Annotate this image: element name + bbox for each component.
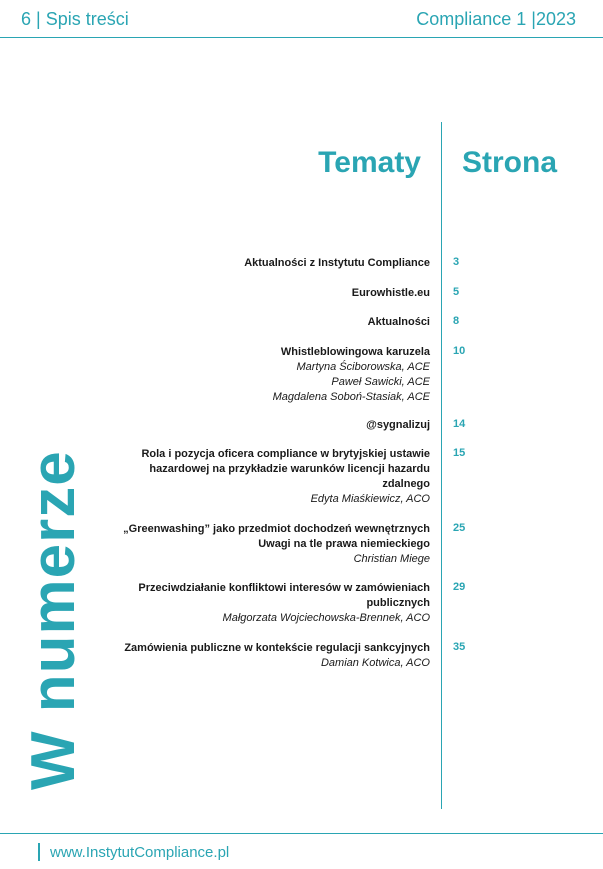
toc-entry[interactable] xyxy=(100,522,430,567)
page-header xyxy=(0,0,603,38)
toc-entry[interactable] xyxy=(100,256,430,271)
toc-entry-title: Eurowhistle.eu xyxy=(351,287,430,299)
toc-entry[interactable] xyxy=(100,286,430,301)
toc-entry-page[interactable]: 5 xyxy=(453,286,460,298)
toc-entry[interactable] xyxy=(100,315,430,330)
pages-heading: Strona xyxy=(462,146,558,179)
toc-entry-author: Magdalena Soboń-Stasiak, ACE xyxy=(272,391,430,403)
toc-entry-page[interactable]: 35 xyxy=(453,641,466,653)
vertical-title-text: W numerze xyxy=(19,450,88,790)
toc-entry-author: Martyna Ściborowska, ACE xyxy=(296,361,430,373)
toc-entry-title: Zamówienia publiczne w kontekście regulacji sankcyjnych xyxy=(124,642,430,654)
toc-entry-page[interactable]: 10 xyxy=(453,345,466,357)
footer-url-link[interactable]: www.InstytutCompliance.pl xyxy=(50,844,230,861)
toc-entry[interactable] xyxy=(100,418,430,433)
toc-entry-title: @sygnalizuj xyxy=(366,419,430,431)
toc-entry[interactable] xyxy=(100,581,430,626)
toc-entry-author: Christian Miege xyxy=(353,553,430,565)
toc-entry-page[interactable]: 29 xyxy=(453,581,466,593)
toc-entry-author: Edyta Miaśkiewicz, ACO xyxy=(310,493,430,505)
column-divider xyxy=(441,122,442,809)
toc-entry-page[interactable]: 15 xyxy=(453,447,466,459)
toc-entry-page[interactable]: 25 xyxy=(453,522,466,534)
toc-entry-title: Aktualności xyxy=(367,316,430,328)
issue-label: Compliance 1 |2023 xyxy=(416,9,576,29)
toc-entry-title: „Greenwashing” jako przedmiot dochodzeń wewnętrznych xyxy=(123,523,430,535)
toc-entry-title: zdalnego xyxy=(382,478,430,490)
toc-entry-title: Przeciwdziałanie konfliktowi interesów w zamówieniach xyxy=(138,582,430,594)
section-label: 6 | Spis treści xyxy=(21,9,129,29)
toc-entry-title: Aktualności z Instytutu Compliance xyxy=(244,257,430,269)
toc-entry-page[interactable]: 14 xyxy=(453,418,466,430)
toc-entry-author: Damian Kotwica, ACO xyxy=(320,657,430,669)
toc-entry-page[interactable]: 8 xyxy=(453,315,460,327)
toc-entry-author: Paweł Sawicki, ACE xyxy=(331,376,430,388)
toc-entry-title: Uwagi na tle prawa niemieckiego xyxy=(258,538,430,550)
toc-entry[interactable] xyxy=(100,345,430,405)
vertical-title xyxy=(18,370,88,790)
toc-entry[interactable] xyxy=(100,641,430,671)
footer-accent-bar xyxy=(38,843,40,861)
toc-entry-author: Małgorzata Wojciechowska-Brennek, ACO xyxy=(222,612,430,624)
toc-entry-title: Whistleblowingowa karuzela xyxy=(280,346,430,358)
topics-heading: Tematy xyxy=(318,146,421,179)
page-footer xyxy=(0,833,603,869)
toc-entry-page[interactable]: 3 xyxy=(453,256,460,268)
toc-entry-title: Rola i pozycja oficera compliance w brytyjskiej ustawie xyxy=(141,448,430,460)
toc-entry[interactable] xyxy=(100,447,430,507)
toc-entry-title: hazardowej na przykładzie warunków licencji hazardu xyxy=(149,463,430,475)
toc-entry-title: publicznych xyxy=(366,597,430,609)
